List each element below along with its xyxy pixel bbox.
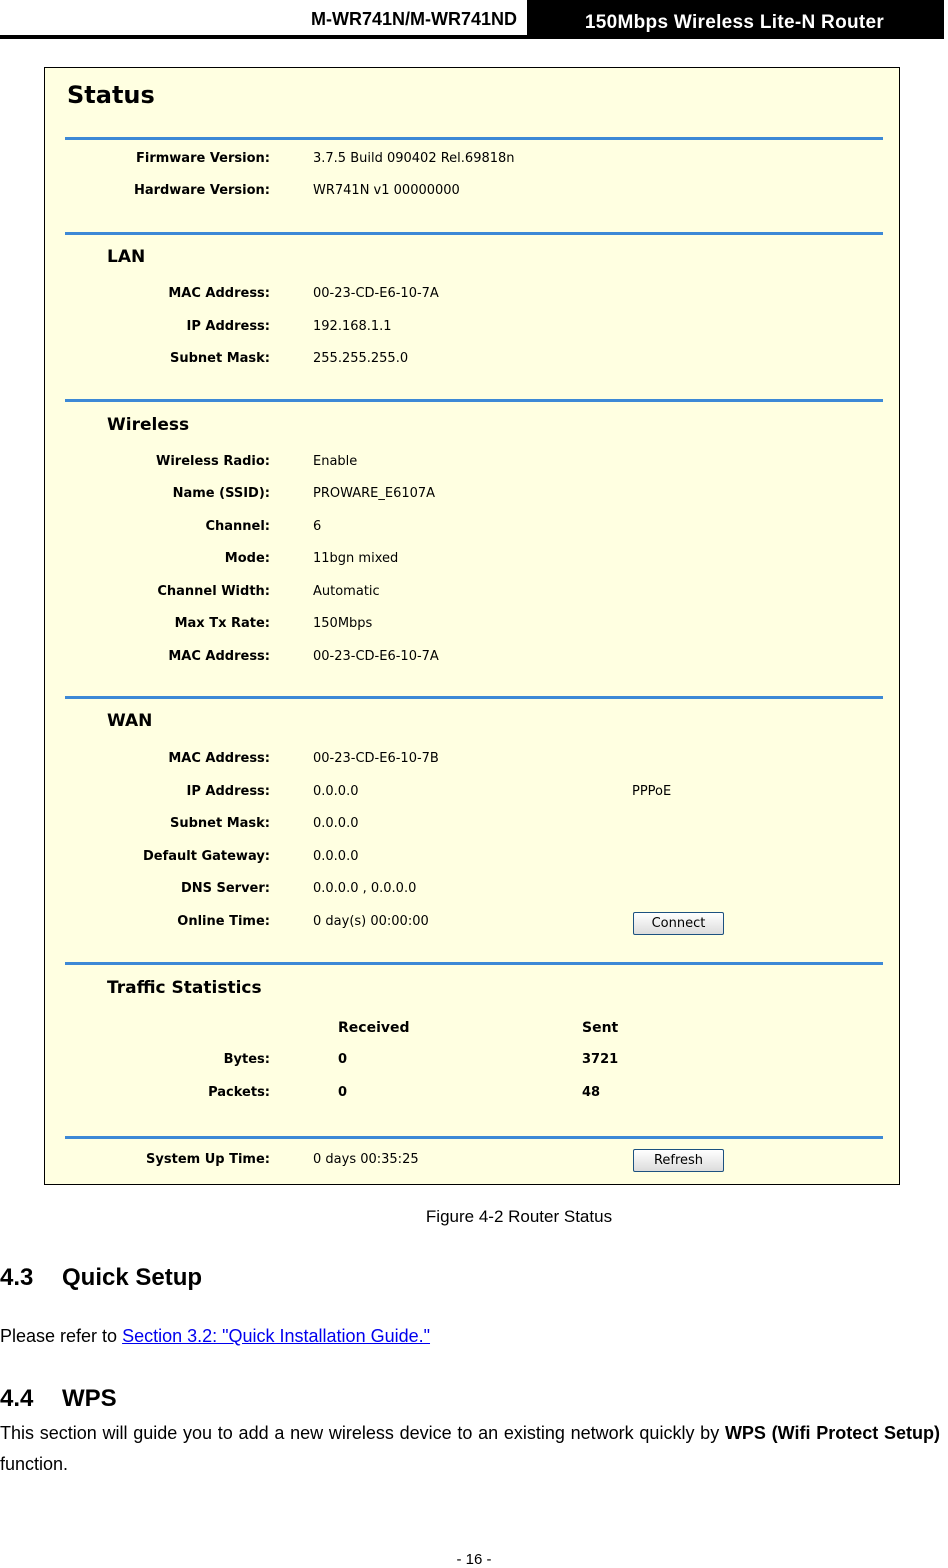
status-title: Status (67, 81, 155, 109)
traffic-bytes-label: Bytes: (223, 1052, 270, 1067)
header-model: M-WR741N/M-WR741ND (310, 9, 517, 29)
section-divider (65, 696, 883, 699)
lan-mask-value: 255.255.255.0 (313, 351, 409, 366)
wan-connection-type: PPPoE (632, 784, 672, 799)
section-divider (65, 137, 883, 140)
bytes-sent-value: 3721 (582, 1052, 619, 1067)
quick-setup-paragraph (0, 1326, 430, 1347)
section-divider (65, 399, 883, 402)
quick-setup-text: Please refer to (0, 1326, 123, 1346)
wireless-ssid-value: PROWARE_E6107A (313, 486, 436, 501)
packets-received-value: 0 (338, 1085, 348, 1100)
firmware-label: Firmware Version: (136, 151, 270, 166)
wireless-mac-value: 00-23-CD-E6-10-7A (313, 649, 439, 664)
wireless-rate-value: 150Mbps (313, 616, 373, 631)
header-divider (942, 0, 944, 39)
section-number: 4.3 (0, 1264, 34, 1291)
refresh-button[interactable]: Refresh (633, 1149, 724, 1172)
wireless-width-label: Channel Width: (157, 584, 270, 599)
header-model-bar (0, 0, 527, 39)
page-number: - 16 - (456, 1551, 492, 1568)
lan-mask-label: Subnet Mask: (169, 351, 270, 366)
bytes-received-value: 0 (338, 1052, 348, 1067)
section-title: WPS (62, 1385, 117, 1412)
section-number: 4.4 (0, 1385, 34, 1412)
firmware-value: 3.7.5 Build 090402 Rel.69818n (313, 151, 515, 166)
section-divider (65, 962, 883, 965)
wan-mask-label: Subnet Mask: (169, 816, 270, 831)
wps-paragraph (0, 1418, 940, 1480)
hardware-value: WR741N v1 00000000 (313, 183, 460, 198)
header-product: 150Mbps Wireless Lite-N Router (584, 12, 885, 33)
hardware-label: Hardware Version: (133, 183, 270, 198)
wireless-mode-label: Mode: (224, 551, 270, 566)
wan-mac-label: MAC Address: (168, 751, 270, 766)
section-heading-wps (0, 1385, 117, 1413)
wireless-rate-label: Max Tx Rate: (174, 616, 270, 631)
wireless-ssid-label: Name (SSID): (172, 486, 270, 501)
wan-mac-value: 00-23-CD-E6-10-7B (313, 751, 439, 766)
wan-mask-value: 0.0.0.0 (313, 816, 359, 831)
wan-gateway-label: Default Gateway: (142, 849, 270, 864)
lan-ip-value: 192.168.1.1 (313, 319, 392, 334)
traffic-packets-label: Packets: (208, 1085, 270, 1100)
traffic-received-header: Received (338, 1020, 410, 1036)
wps-text-end: function. (0, 1454, 69, 1474)
lan-ip-label: IP Address: (186, 319, 270, 334)
lan-mac-label: MAC Address: (168, 286, 270, 301)
connect-button[interactable]: Connect (633, 912, 724, 935)
wireless-channel-value: 6 (313, 519, 322, 534)
uptime-label: System Up Time: (146, 1152, 270, 1167)
wan-ip-value: 0.0.0.0 (313, 784, 359, 799)
traffic-heading: Traffic Statistics (107, 978, 262, 998)
wan-heading: WAN (107, 711, 153, 731)
quick-installation-guide-link[interactable]: Section 3.2: "Quick Installation Guide." (122, 1326, 431, 1346)
wan-dns-label: DNS Server: (180, 881, 270, 896)
section-heading-quick-setup (0, 1264, 202, 1292)
uptime-value: 0 days 00:35:25 (313, 1152, 419, 1167)
wps-bold-text: WPS (Wifi Protect Setup) (724, 1423, 940, 1443)
packets-sent-value: 48 (582, 1085, 601, 1100)
wireless-channel-label: Channel: (205, 519, 270, 534)
wan-online-value: 0 day(s) 00:00:00 (313, 914, 429, 929)
wan-online-label: Online Time: (177, 914, 270, 929)
wan-dns-value: 0.0.0.0 , 0.0.0.0 (313, 881, 417, 896)
wireless-radio-label: Wireless Radio: (156, 454, 270, 469)
traffic-sent-header: Sent (582, 1020, 619, 1036)
wireless-heading: Wireless (107, 415, 190, 435)
lan-heading: LAN (107, 247, 146, 267)
lan-mac-value: 00-23-CD-E6-10-7A (313, 286, 439, 301)
router-status-panel (44, 67, 900, 1185)
header-product-bar (527, 0, 942, 39)
wps-text: This section will guide you to add a new wireless device to an existing network quickly by (0, 1423, 725, 1443)
section-divider (65, 1136, 883, 1139)
wireless-mac-label: MAC Address: (168, 649, 270, 664)
wan-gateway-value: 0.0.0.0 (313, 849, 359, 864)
wireless-width-value: Automatic (313, 584, 380, 599)
wireless-radio-value: Enable (313, 454, 358, 469)
section-divider (65, 232, 883, 235)
wireless-mode-value: 11bgn mixed (313, 551, 399, 566)
wan-ip-label: IP Address: (186, 784, 270, 799)
figure-caption: Figure 4-2 Router Status (425, 1207, 613, 1226)
section-title: Quick Setup (62, 1264, 203, 1291)
